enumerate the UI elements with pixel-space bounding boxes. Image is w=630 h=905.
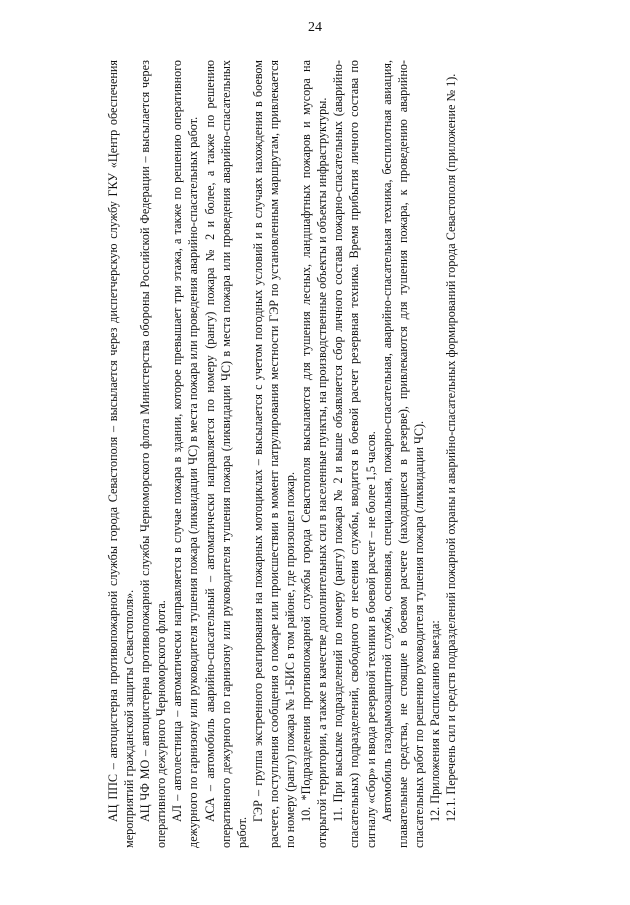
rotated-page-body — [105, 60, 595, 848]
paragraph-item-11: 11. При высылке подразделений по номеру (рангу) пожара № 2 и выше объявляется сбор личного состава пожарно-спасательных (аварийно-спасательных) подразделений, свободного от несения службы, вводится в боевой расчет резервная техника. Время прибытия личного состава по сигналу «сбор» и ввода резервной техники в боевой расчет – не более 1,5 часов. — [331, 60, 378, 848]
paragraph-item-10: 10. *Подразделения противопожарной службы города Севастополя высылаются для тушения лесных, ландшафтных пожаров и мусора на открытой территории, а также в качестве дополнительных сил в населенные пункты, на производственные объекты и объекты инфраструктуры. — [299, 60, 330, 848]
paragraph-ger: ГЭР – группа экстренного реагирования на пожарных мотоциклах – высылается с учетом погодных условий и в случаях нахождения в боевом расчете, поступления сообщения о пожаре или происшествии в момент патрулирования местности ГЭР по установленным маршрутам, привлекается по номеру (рангу) пожара № 1-БИС в том районе, где произошел пожар. — [250, 60, 298, 848]
paragraph-ac-pps: АЦ ППС – автоцистерна противопожарной службы города Севастополя – высылается через диспетчерскую службу ГКУ «Центр обеспечения мероприятий гражданской защиты Севастополя». — [106, 60, 137, 848]
paragraph-ac-chf-mo: АЦ ЧФ МО – автоцистерна противопожарной службы Черноморского флота Министерства обороны Российской Федерации – высылается через оперативного дежурного Черноморского флота. — [138, 60, 169, 848]
paragraph-item-12-1: 12.1. Перечень сил и средств подразделений пожарной охраны и аварийно-спасательных формирований города Севастополя (приложение № 1). — [443, 73, 458, 822]
paragraph-gdzs: Автомобиль газодымозащитной службы, основная, специальная, пожарно-спасательная, аварийно-спасательная техника, беспилотная авиация, плавательные средства, не стоящие в боевом расчете (находящиеся в резерве), привлекаются для тушения пожара, к проведению аварийно-спасательных работ по решению руководителя тушения пожара (ликвидации ЧС). — [379, 60, 426, 848]
paragraph-asa: АСА – автомобиль аварийно-спасательный – автоматически направляется по номеру (рангу) пожара № 2 и более, а также по решению оперативного дежурного по гарнизону или руководителя тушения пожара (ликвидации ЧС) в места пожара или проведения аварийно-спасательных работ. — [202, 60, 249, 848]
paragraph-item-12: 12. Приложения к Расписанию выезда: — [427, 620, 442, 822]
page-number: 24 — [308, 20, 322, 35]
paragraph-al: АЛ – автолестница – автоматически направляется в случае пожара в здании, которое превышает три этажа, а также по решению оперативного дежурного по гарнизону или руководителя тушения пожара (ликвидации ЧС) в места пожара или проведения аварийно-спасательных работ. — [170, 60, 201, 848]
